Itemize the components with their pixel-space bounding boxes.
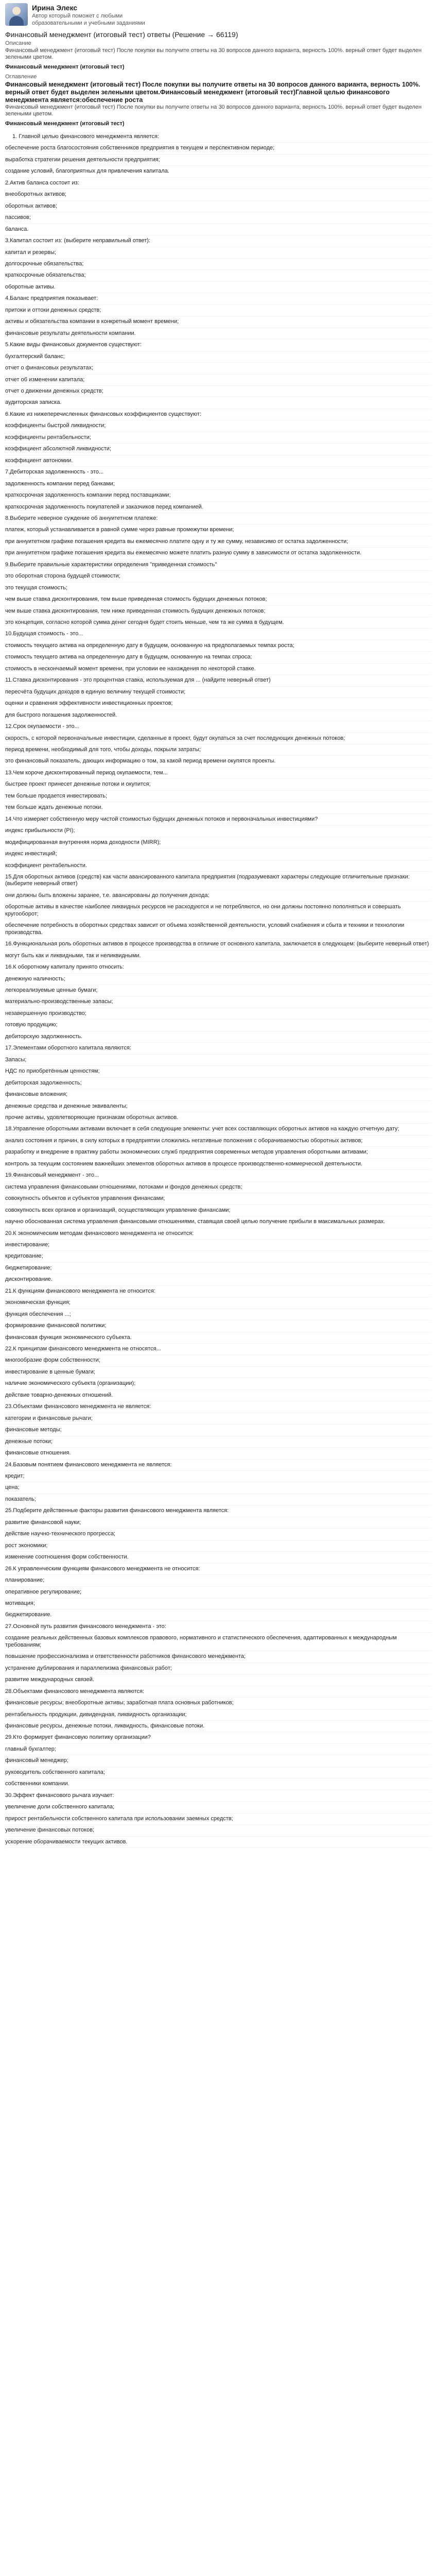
question-line: активы и обязательства компании в конкретный момент времени; — [5, 316, 431, 328]
question-line: финансовые вложения; — [5, 1089, 431, 1100]
question-line: для быстрого погашения задолженностей. — [5, 710, 431, 721]
question-line: финансовые ресурсы, денежные потоки, ликвидность, финансовые потоки. — [5, 1721, 431, 1732]
question-line: 29.Кто формирует финансовую политику организации? — [5, 1732, 431, 1743]
question-line: финансовые методы; — [5, 1425, 431, 1436]
question-line: 1. Главной целью финансового менеджмента является: — [5, 131, 431, 143]
question-line: 10.Будущая стоимость - это... — [5, 629, 431, 640]
question-line: при аннуитетном графике погашения кредита вы ежемесячно платите одну и ту же сумму, независимо от остатка задолженности; — [5, 536, 431, 548]
question-line: это текущая стоимость; — [5, 583, 431, 594]
question-line: прочие активы, удовлетворяющие признакам оборотных активов. — [5, 1112, 431, 1124]
question-line: задолженность компании перед банками; — [5, 479, 431, 490]
question-line: финансовый менеджер; — [5, 1755, 431, 1767]
question-line: коэффициент автономии. — [5, 455, 431, 467]
question-line: 24.Базовым понятием финансового менеджмента не является: — [5, 1460, 431, 1471]
question-line: 18.Управление оборотными активами включает в себя следующие элементы: учет всех составляющих оборотных активов на каждую отчетную дату; — [5, 1124, 431, 1135]
question-line: увеличение финансовых потоков; — [5, 1825, 431, 1836]
question-line: 4.Баланс предприятия показывает: — [5, 293, 431, 304]
question-line: финансовые результаты деятельности компании. — [5, 328, 431, 340]
question-line: функция обеспечения ...; — [5, 1309, 431, 1320]
question-line: пассивов; — [5, 212, 431, 224]
question-line: 11.Ставка дисконтирования - это процентная ставка, используемая для ... (найдите неверный ответ) — [5, 675, 431, 686]
question-line: формирование финансовой политики; — [5, 1320, 431, 1332]
question-line: стоимость текущего актива на определенную дату в будущем, основанную на темпах спроса; — [5, 652, 431, 663]
question-line: создание реальных действенных базовых комплексов правового, нормативного и статистического обеспечения, адаптированных к международным требованиям; — [5, 1633, 431, 1651]
question-line: аудиторская записка. — [5, 397, 431, 409]
question-line: оценки и сравнения эффективности инвестиционных проектов; — [5, 698, 431, 709]
question-line: анализ состояния и причин, в силу которых в предприятии сложились негативные положения с оборачиваемостью оборотных активов; — [5, 1136, 431, 1147]
question-line: тем больше ждать денежные потоки. — [5, 802, 431, 814]
question-line: прирост рентабельности собственного капитала при использовании заемных средств; — [5, 1814, 431, 1825]
question-line: дисконтирование. — [5, 1274, 431, 1285]
question-line: дебиторская задолженность; — [5, 1078, 431, 1089]
question-line: мотивация; — [5, 1598, 431, 1609]
contents-heading: Финансовый менеджмент (итоговый тест) — [5, 120, 125, 127]
question-line: обеспечение роста благосостояния собственников предприятия в текущем и перспективном периоде; — [5, 143, 431, 154]
question-line: 13.Чем короче дисконтированный период окупаемости, тем... — [5, 768, 431, 779]
question-line: 15.Для оборотных активов (средств) как части авансированного капитала предприятия (подразумевают характеры следующие отличительные признаки: (выберите неверный ответ) — [5, 872, 431, 890]
question-line: ускорение оборачиваемости текущих активов. — [5, 1837, 431, 1848]
question-line: отчет о движении денежных средств; — [5, 386, 431, 397]
question-line: 23.Объектами финансового менеджмента не является: — [5, 1401, 431, 1413]
question-line: скорость, с которой первоначальные инвестиции, сделанные в проект, будут окупаться за счет последующих денежных потоков; — [5, 733, 431, 744]
author-name[interactable]: Ирина Элекс — [32, 4, 78, 12]
author-description: Автор который поможет с любыми образовательными и учебными заданиями — [32, 13, 145, 26]
question-line: рентабельность продукции, дивидендная, ликвидность организации; — [5, 1709, 431, 1721]
question-line: быстрее проект принесет денежные потоки и окупится; — [5, 779, 431, 790]
question-line: краткосрочная задолженность компании перед поставщиками; — [5, 490, 431, 501]
question-line: экономическая функция; — [5, 1297, 431, 1309]
question-line: показатель; — [5, 1494, 431, 1505]
question-line: краткосрочные обязательства; — [5, 270, 431, 281]
question-line: 26.К управленческим функциям финансового менеджмента не относится: — [5, 1564, 431, 1575]
question-line: инвестирование; — [5, 1240, 431, 1251]
question-line: 21.К функциям финансового менеджмента не относится: — [5, 1286, 431, 1297]
question-line: 20.К экономическим методам финансового менеджмента не относится: — [5, 1228, 431, 1240]
question-line: многообразие форм собственности; — [5, 1355, 431, 1366]
question-line: 22.К принципам финансового менеджмента не относятся... — [5, 1344, 431, 1355]
question-line: это оборотная сторона будущей стоимости; — [5, 571, 431, 582]
question-line: они должны быть вложены заранее, т.е. авансированы до получения дохода; — [5, 890, 431, 902]
question-line: 9.Выберите правильные характеристики определения "приведенная стоимость" — [5, 560, 431, 571]
question-line: пересчёта будущих доходов в единую величину текущей стоимости; — [5, 687, 431, 698]
question-line: денежные средства и денежные эквиваленты; — [5, 1101, 431, 1112]
question-line: цена; — [5, 1482, 431, 1494]
question-line: отчет о финансовых результатах; — [5, 363, 431, 374]
question-line: могут быть как и ликвидными, так и неликвидными. — [5, 951, 431, 962]
question-line: развитие международных связей. — [5, 1674, 431, 1686]
question-line: 19.Финансовый менеджмент - это... — [5, 1170, 431, 1181]
question-line: создание условий, благоприятных для привлечения капитала. — [5, 166, 431, 177]
question-line: стоимость текущего актива на определенную дату в будущем, основанную на предполагаемых темпах роста; — [5, 640, 431, 652]
question-line: незавершенную производство; — [5, 1008, 431, 1020]
contents-bold-text: Финансовый менеджмент (итоговый тест) После покупки вы получите ответы на 30 вопросов данного варианта, верность 100%. верный ответ будет выделен зелеными цветом.Финансовый менеджмент (итоговый тест)Главной целью финансового менеджмента является:обеспечение роста — [5, 80, 421, 104]
page-title: Финансовый менеджмент (итоговый тест) ответы (Решение → 66119) — [5, 30, 238, 39]
question-line: дебиторскую задолженность. — [5, 1031, 431, 1043]
question-line: капитал и резервы; — [5, 247, 431, 259]
question-line: развитие финансовой науки; — [5, 1517, 431, 1529]
author-avatar[interactable] — [5, 3, 28, 26]
question-line: денежную наличность; — [5, 974, 431, 985]
question-line: устранение дублирования и параллелизма финансовых работ; — [5, 1663, 431, 1674]
question-line: 25.Подберите действенные факторы развития финансового менеджмента является: — [5, 1505, 431, 1517]
question-line: обеспечение потребность в оборотных средствах зависит от объема хозяйственной деятельности, условий снабжения и сбыта и техники и технологии производства. — [5, 920, 431, 939]
question-line: бюджетирование; — [5, 1263, 431, 1274]
question-line: тем больше продается инвестировать; — [5, 791, 431, 802]
question-line: 28.Объектами финансового менеджмента являются: — [5, 1686, 431, 1698]
question-line: готовую продукцию; — [5, 1020, 431, 1031]
question-line: 16.Функциональная роль оборотных активов в процессе производства в отличие от основного капитала, заключается в следующем: (выберите неверный ответ) — [5, 939, 431, 950]
question-line: контроль за текущим состоянием важнейших элементов оборотных активов в процессе производственно-коммерческой деятельности. — [5, 1159, 431, 1170]
description-text: Финансовый менеджмент (итоговый тест) После покупки вы получите ответы на 30 вопросов данного варианта, верность 100%. верный ответ будет выделен зелеными цветом. — [5, 47, 422, 60]
question-line: 7.Дебиторская задолженность - это... — [5, 467, 431, 478]
question-line: материально-производственные запасы; — [5, 996, 431, 1008]
question-line: рост экономики; — [5, 1540, 431, 1552]
question-line: индекс инвестиций; — [5, 849, 431, 860]
question-line: баланса. — [5, 224, 431, 235]
question-line: 14.Что измеряет собственную меру чистой стоимостью будущих денежных потоков и первоначальных инвестициями? — [5, 814, 431, 825]
question-line: коэффициенты рентабельности; — [5, 432, 431, 444]
question-line: бюджетирование. — [5, 1609, 431, 1621]
question-line: это финансовый показатель, дающих информацию о том, за какой период времени окупятся проекты. — [5, 756, 431, 767]
question-line: чем выше ставка дисконтирования, тем ниже приведенная стоимость будущих денежных потоков; — [5, 606, 431, 617]
question-line: 30.Эффект финансового рычага изучает: — [5, 1790, 431, 1802]
question-line: легкореализуемые ценные бумаги; — [5, 985, 431, 996]
question-line: 6.Какие из нижеперечисленных финансовых коэффициентов существуют: — [5, 409, 431, 420]
question-line: действие товарно-денежных отношений. — [5, 1390, 431, 1401]
question-line: финансовые ресурсы; внеоборотные активы; заработная плата основных работников; — [5, 1698, 431, 1709]
question-line: совокупность всех органов и организаций, осуществляющих управление финансами; — [5, 1205, 431, 1216]
question-line: оборотных активов; — [5, 201, 431, 212]
question-line: финансовые отношения. — [5, 1448, 431, 1459]
question-line: притоки и оттоки денежных средств; — [5, 305, 431, 316]
question-line: чем выше ставка дисконтирования, тем выше приведенная стоимость будущих денежных потоков; — [5, 594, 431, 605]
question-line: индекс прибыльности (PI); — [5, 825, 431, 837]
description-heading: Финансовый менеджмент (итоговый тест) — [5, 63, 125, 70]
question-line: увеличение доли собственного капитала; — [5, 1802, 431, 1813]
question-line: НДС по приобретённым ценностям; — [5, 1066, 431, 1077]
question-line: главный бухгалтер; — [5, 1744, 431, 1755]
question-line: оборотные активы. — [5, 282, 431, 293]
question-line: денежные потоки; — [5, 1436, 431, 1448]
question-line: повышение профессионализма и ответственности работников финансового менеджмента; — [5, 1651, 431, 1663]
question-line: кредит; — [5, 1471, 431, 1482]
question-line: 12.Срок окупаемости - это... — [5, 721, 431, 733]
author-card — [5, 3, 431, 27]
question-line: оборотные активы в качестве наиболее ликвидных ресурсов не расходуются и не потребляются, но они должны постоянно пополняться и совершать кругооборот; — [5, 902, 431, 920]
question-line: коэффициент рентабельности. — [5, 860, 431, 872]
question-line: период времени, необходимый для того, чтобы доходы, покрыли затраты; — [5, 744, 431, 756]
question-line: 8.Выберите неверное суждение об аннуитетном платеже: — [5, 513, 431, 524]
question-line: выработка стратегии решения деятельности предприятия; — [5, 155, 431, 166]
description-label: Описание — [5, 40, 31, 46]
question-line: 16.К оборотному капиталу принято относить: — [5, 962, 431, 973]
question-line: бухгалтерский баланс; — [5, 351, 431, 363]
question-line: финансовая функция экономического субъекта. — [5, 1332, 431, 1344]
contents-label: Оглавление — [5, 74, 37, 80]
question-line: платеж, который устанавливается в равной сумме через равные промежутки времени; — [5, 524, 431, 536]
question-line: модифицированная внутренняя норма доходности (MIRR); — [5, 837, 431, 849]
question-line: категории и финансовые рычаги; — [5, 1413, 431, 1425]
question-line: при аннуитетном графике погашения кредита вы ежемесячно можете платить разную сумму в зависимости от остатка задолженности. — [5, 548, 431, 559]
question-list — [5, 131, 431, 1848]
question-line: система управления финансовыми отношениями, потоками и фондов денежных средств; — [5, 1182, 431, 1193]
question-line: действие научно-технического прогресса; — [5, 1529, 431, 1540]
question-line: планирование; — [5, 1575, 431, 1586]
question-line: коэффициенты быстрой ликвидности; — [5, 420, 431, 432]
question-line: Запасы; — [5, 1055, 431, 1066]
question-line: коэффициент абсолютной ликвидности; — [5, 444, 431, 455]
question-line: 5.Какие виды финансовых документов существуют: — [5, 340, 431, 351]
question-line: внеоборотных активов; — [5, 189, 431, 200]
question-line: изменение соотношения форм собственности. — [5, 1552, 431, 1563]
question-line: стоимость в нескончаемый момент времени, при условии ее нахождения по некоторой ставке. — [5, 664, 431, 675]
question-line: разработку и внедрение в практику работы экономических служб предприятия современных методов управления оборотными активами; — [5, 1147, 431, 1158]
question-line: 3.Капитал состоит из: (выберите неправильный ответ): — [5, 235, 431, 247]
author-text — [32, 3, 161, 27]
question-line: это концепция, согласно которой сумма денег сегодня будет стоить меньше, чем та же сумма в будущем. — [5, 617, 431, 629]
question-line: инвестирование в ценные бумаги; — [5, 1367, 431, 1378]
question-line: 27.Основной путь развития финансового менеджмента - это: — [5, 1621, 431, 1633]
question-line: собственники компании. — [5, 1778, 431, 1790]
question-line: кредитование; — [5, 1251, 431, 1262]
question-line: отчет об изменении капитала; — [5, 375, 431, 386]
question-line: краткосрочная задолженность покупателей и заказчиков перед компанией. — [5, 502, 431, 513]
question-line: руководитель собственного капитала; — [5, 1767, 431, 1778]
contents-plain-text: Финансовый менеджмент (итоговый тест) После покупки вы получите ответы на 30 вопросов данного варианта, верность 100%. верный ответ будет выделен зелеными цветом. — [5, 104, 422, 117]
question-line: научно обоснованная система управления финансовыми отношениями, ставящая своей целью получение прибыли в максимальных размерах. — [5, 1216, 431, 1228]
question-line: 2.Актив баланса состоит из: — [5, 178, 431, 189]
question-line: долгосрочные обязательства; — [5, 259, 431, 270]
question-line: наличие экономического субъекта (организации); — [5, 1378, 431, 1389]
question-line: 17.Элементами оборотного капитала являются: — [5, 1043, 431, 1054]
question-line: оперативное регулирование; — [5, 1587, 431, 1598]
question-line: совокупность объектов и субъектов управления финансами; — [5, 1193, 431, 1205]
